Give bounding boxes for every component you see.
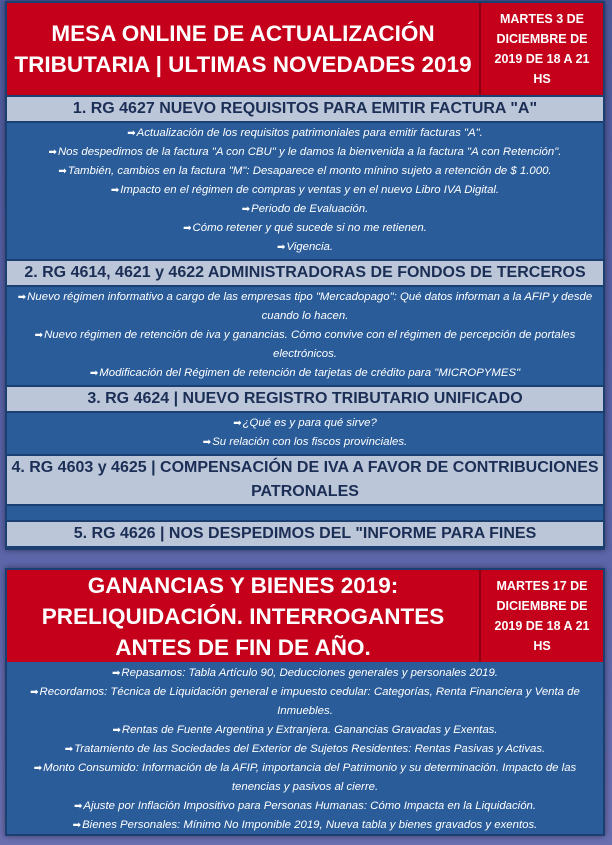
arrow-right-icon: ➡ (183, 223, 192, 234)
list-item: ➡Ajuste por Inflación Impositivo para Personas Humanas: Cómo Impacta en la Liquidación. (11, 797, 599, 816)
arrow-right-icon: ➡ (30, 687, 39, 698)
arrow-right-icon: ➡ (17, 292, 27, 303)
event-1-title: MESA ONLINE DE ACTUALIZACIÓN TRIBUTARIA | ULTIMAS NOVEDADES 2019 (7, 3, 481, 95)
section-1-items (7, 123, 603, 259)
section-3-items (7, 413, 603, 454)
arrow-right-icon: ➡ (48, 147, 57, 158)
list-item: ➡Nuevo régimen informativo a cargo de las empresas tipo "Mercadopago": Qué datos informan a la AFIP y desde cuando lo hacen. (11, 288, 599, 326)
list-item: ➡Actualización de los requisitos patrimoniales para emitir facturas "A". (11, 124, 599, 143)
list-item: ➡Nos despedimos de la factura "A con CBU" y le damos la bienvenida a la factura "A con Retención". (11, 143, 599, 162)
section-2-title: 2. RG 4614, 4621 y 4622 ADMINISTRADORAS DE FONDOS DE TERCEROS (7, 259, 603, 287)
section-4-title: 4. RG 4603 y 4625 | COMPENSACIÓN DE IVA A FAVOR DE CONTRIBUCIONES PATRONALES (7, 454, 603, 506)
arrow-right-icon: ➡ (112, 725, 121, 736)
arrow-right-icon: ➡ (276, 242, 286, 253)
event-2-title: GANANCIAS Y BIENES 2019: PRELIQUIDACIÓN. INTERROGANTES ANTES DE FIN DE AÑO. (7, 570, 481, 662)
section-2-items (7, 287, 603, 385)
list-item: ➡Tratamiento de las Sociedades del Exterior de Sujetos Residentes: Rentas Pasivas y Activas. (11, 740, 599, 759)
event-2-items (7, 662, 603, 836)
section-3-title: 3. RG 4624 | NUEVO REGISTRO TRIBUTARIO UNIFICADO (7, 385, 603, 413)
arrow-right-icon: ➡ (89, 368, 99, 379)
list-item: ➡Impacto en el régimen de compras y ventas y en el nuevo Libro IVA Digital. (11, 181, 599, 200)
list-item: ➡También, cambios en la factura "M": Desaparece el monto mínino sujeto a retención de $ 1.000. (11, 162, 599, 181)
section-4-spacer (7, 506, 603, 520)
list-item: ➡Periodo de Evaluación. (11, 200, 599, 219)
event-1-panel (5, 1, 605, 550)
arrow-right-icon: ➡ (241, 204, 251, 215)
list-item: ➡Vigencia. (11, 238, 599, 257)
section-1-title: 1. RG 4627 NUEVO REQUISITOS PARA EMITIR FACTURA "A" (7, 95, 603, 123)
list-item: ➡Repasamos: Tabla Artículo 90, Deducciones generales y personales 2019. (11, 664, 599, 683)
event-2-header (7, 570, 603, 662)
event-1-date: MARTES 3 DE DICIEMBRE DE 2019 DE 18 A 21 HS (494, 12, 590, 86)
arrow-right-icon: ➡ (73, 801, 83, 812)
arrow-right-icon: ➡ (34, 330, 44, 341)
list-item: ➡Modificación del Régimen de retención de tarjetas de crédito para "MICROPYMES" (11, 364, 599, 383)
arrow-right-icon: ➡ (127, 128, 136, 139)
arrow-right-icon: ➡ (58, 166, 67, 177)
list-item: ➡Bienes Personales: Mínimo No Imponible 2019, Nueva tabla y bienes gravados y exentos. (11, 816, 599, 835)
list-item: ➡Su relación con los fiscos provinciales. (11, 433, 599, 452)
event-2-date: MARTES 17 DE DICIEMBRE DE 2019 DE 18 A 21 HS (494, 579, 590, 653)
event-2-panel (5, 568, 605, 836)
arrow-right-icon: ➡ (233, 418, 242, 429)
list-item: ➡Rentas de Fuente Argentina y Extranjera. Ganancias Gravadas y Exentas. (11, 721, 599, 740)
section-5-title: 5. RG 4626 | NOS DESPEDIMOS DEL "INFORME PARA FINES (7, 520, 603, 548)
arrow-right-icon: ➡ (64, 744, 74, 755)
list-item: ➡Cómo retener y qué sucede si no me retienen. (11, 219, 599, 238)
arrow-right-icon: ➡ (112, 668, 121, 679)
event-1-header (7, 3, 603, 95)
list-item: ➡Recordamos: Técnica de Liquidación general e impuesto cedular: Categorías, Renta Financiera y Venta de Inmuebles. (11, 683, 599, 721)
arrow-right-icon: ➡ (72, 820, 82, 831)
arrow-right-icon: ➡ (202, 437, 212, 448)
list-item: ➡¿Qué es y para qué sirve? (11, 414, 599, 433)
list-item: ➡Nuevo régimen de retención de iva y ganancias. Cómo convive con el régimen de percepción de portales electrónicos. (11, 326, 599, 364)
arrow-right-icon: ➡ (110, 185, 120, 196)
list-item: ➡Monto Consumido: Información de la AFIP, importancia del Patrimonio y su determinación. Impacto de las tenencias y pasivos al cierre. (11, 759, 599, 797)
arrow-right-icon: ➡ (33, 763, 43, 774)
